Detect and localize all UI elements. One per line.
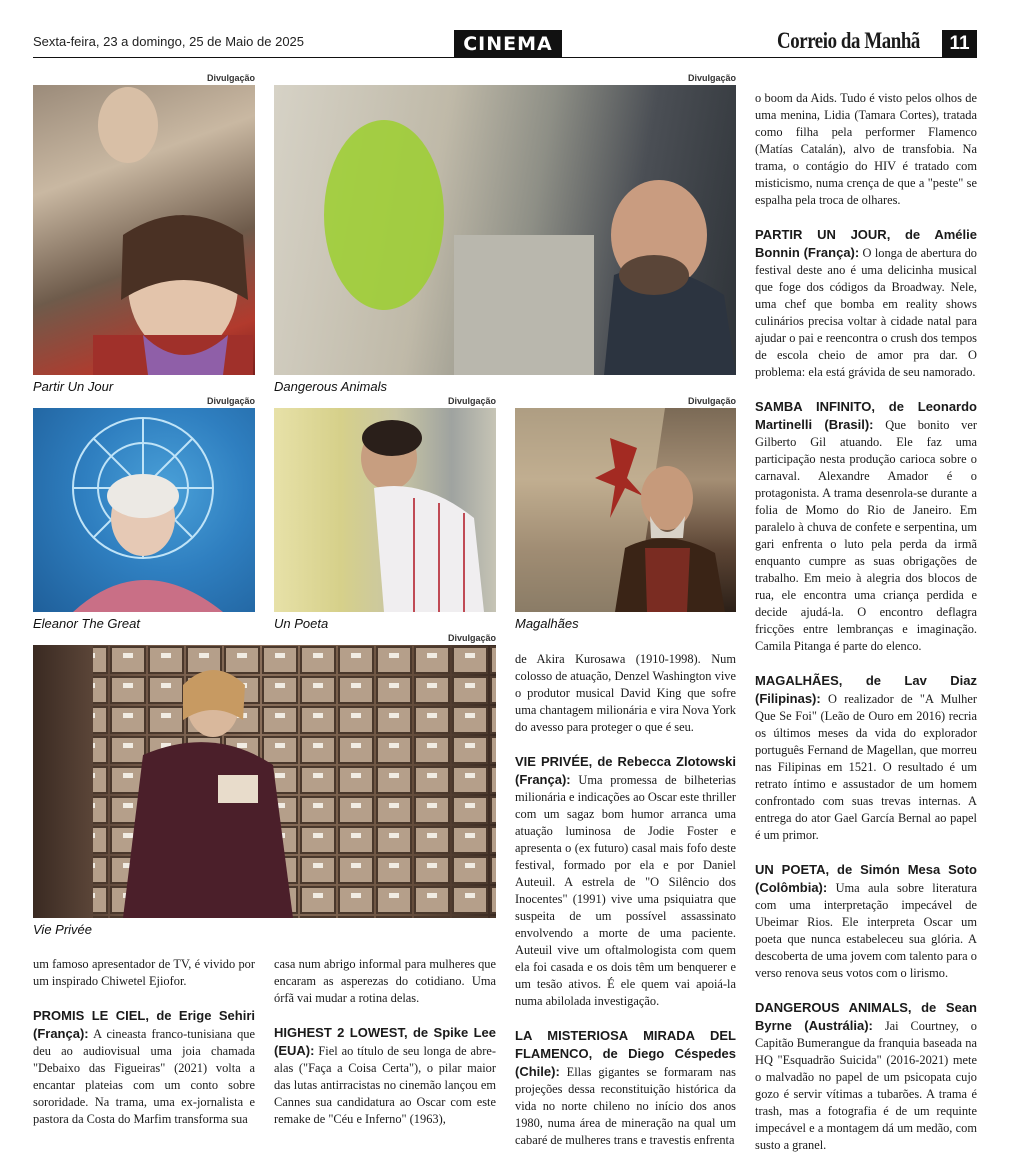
review-body: Uma promessa de bilheterias milionária e indicações ao Oscar este thriller com um sagaz bom humor arranca uma atuação luminosa de Jodie Foster e apresenta o (ex futuro) casal mais fofo deste festival, formado por ela e por Daniel Auteuil. A estrela de "O Silêncio dos Inocentes" (1991) vive uma psiquiatra que suspeita de um possível assassinato envolvendo a morte de uma paciente. Auteuil vive um oftalmologista com quem ela foi casada e os dois têm um benquerer e um tesão ativos. É ele quem vai apoiá-la numa abilolada investigação.: [515, 773, 736, 1008]
review-un-poeta: [755, 861, 977, 982]
review-heading: HIGHEST 2 LOWEST, de Spike Lee (EUA):: [274, 1025, 496, 1058]
article-continuation: casa num abrigo informal para mulheres que encaram as asperezas do cotidiano. Uma órfã vai mudar a rotina delas.: [274, 957, 496, 1005]
review-heading: SAMBA INFINITO, de Leonardo Martinelli (Brasil):: [755, 399, 977, 432]
review-heading: VIE PRIVÉE, de Rebecca Zlotowski (França):: [515, 754, 736, 787]
review-vie-privee: [515, 753, 736, 1010]
photo-credit: Divulgação: [687, 396, 736, 406]
review-heading: UN POETA, de Simón Mesa Soto (Colômbia):: [755, 862, 977, 895]
caption-magalhaes: Magalhães: [515, 616, 579, 631]
review-body: Fiel ao título de seu longa de abre-alas ("Faça a Coisa Certa"), o pilar maior das lutas antirracistas no cinemão lançou em Cannes sua candidatura ao Oscar com este remake de "Céu e Inferno" (1963),: [274, 1044, 496, 1126]
photo-credit: Divulgação: [447, 633, 496, 643]
review-body: A cineasta franco-tunisiana que deu ao audiovisual uma joia chamada "Debaixo das Figueiras" (2021) volta a encantar plateias com um conto sobre sororidade. Na trama, uma ex-jornalista e pastora da Costa do Marfim transforma sua: [33, 1027, 255, 1126]
photo-partir-un-jour: [33, 85, 255, 375]
photo-vie-privee: [33, 645, 496, 918]
column-2: [274, 956, 496, 1145]
caption-vie-privee: Vie Privée: [33, 922, 93, 937]
review-partir-un-jour: [755, 226, 977, 381]
review-magalhaes: [755, 672, 977, 844]
review-body: Jai Courtney, o Capitão Bumerangue da franquia baseada na HQ "Esquadrão Suicida" (2016-2021) mete o malvadão no papel de um psicopata cujo gozo é servir vítimas a tubarões. A trama é trash, mas a fotografia é de um requinte impecável e a montagem dá um medão, com susto a granel.: [755, 1019, 977, 1152]
caption-eleanor-the-great: Eleanor The Great: [33, 616, 140, 631]
section-label: CINEMA: [454, 30, 562, 57]
review-body: Ellas gigantes se formaram nas projeções dessa reconstituição histórica da vida no norte chileno no início dos anos 1980, numa área de mineração na qual um cabaré de mulheres trans e travestis enfrenta: [515, 1065, 736, 1147]
review-heading: DANGEROUS ANIMALS, de Sean Byrne (Austrália):: [755, 1000, 977, 1033]
photo-credit: Divulgação: [447, 396, 496, 406]
photo-un-poeta-art: [274, 408, 496, 612]
review-body: O realizador de "A Mulher Que Se Foi" (Leão de Ouro em 2016) recria os últimos meses da vida do explorador português Fernand de Magellan, que morreu nas Filipinas em 1521. O resultado é um retrato íntimo e assustador de um homem confrontado com suas trevas internas. A entrega do ator Gael García Bernal ao papel é um primor.: [755, 692, 977, 842]
photo-un-poeta: [274, 408, 496, 612]
photo-credit: Divulgação: [206, 73, 255, 83]
review-samba-infinito: [755, 398, 977, 655]
caption-partir-un-jour: Partir Un Jour: [33, 379, 114, 394]
column-3: [515, 651, 736, 1166]
photo-magalhaes-art: [515, 408, 736, 612]
review-promis-le-ciel: [33, 1007, 255, 1128]
review-body: Uma aula sobre literatura com uma interpretação impecável de Ubeimar Rios. Ele interpreta Oscar um poeta que nunca estabeleceu sua glória. A descoberta de uma jovem com talento para o verso renova seus votos com o lirismo.: [755, 881, 977, 980]
review-heading: LA MISTERIOSA MIRADA DEL FLAMENCO, de Diego Céspedes (Chile):: [515, 1028, 736, 1079]
header-rule: [33, 57, 977, 58]
review-la-misteriosa-mirada: [515, 1027, 736, 1149]
photo-dangerous-animals: [274, 85, 736, 375]
article-continuation: de Akira Kurosawa (1910-1998). Num colosso de atuação, Denzel Washington vive o produtor musical David King que sofre uma chantagem milionária e vira Nova York do avesso para proteger o que é seu.: [515, 652, 736, 734]
review-body: O longa de abertura do festival deste ano é uma delicinha musical que foge dos códigos da Broadway. Nele, uma chef que bomba em reality shows culinários precisa voltar à cidade natal para ajudar o pai e reencontra o crush dos tempos de escola cheio de amor pra dar. O problema: ela está grávida de seu namorado.: [755, 246, 977, 379]
caption-un-poeta: Un Poeta: [274, 616, 329, 631]
review-heading: PROMIS LE CIEL, de Erige Sehiri (França):: [33, 1008, 255, 1041]
review-highest-2-lowest: [274, 1024, 496, 1128]
photo-eleanor-the-great: [33, 408, 255, 612]
photo-magalhaes: [515, 408, 736, 612]
masthead-logo: Correio da Manhã: [777, 28, 920, 53]
review-heading: MAGALHÃES, de Lav Diaz (Filipinas):: [755, 673, 977, 706]
column-4: [755, 90, 977, 1171]
review-heading: PARTIR UN JOUR, de Amélie Bonnin (França):: [755, 227, 977, 260]
header-date: Sexta-feira, 23 a domingo, 25 de Maio de 2025: [33, 34, 305, 49]
article-continuation: um famoso apresentador de TV, é vivido por um inspirado Chiwetel Ejiofor.: [33, 957, 255, 988]
photo-vie-privee-art: [33, 645, 496, 918]
photo-eleanor-the-great-art: [33, 408, 255, 612]
photo-credit: Divulgação: [687, 73, 736, 83]
column-1: [33, 956, 255, 1145]
photo-dangerous-animals-art: [274, 85, 736, 375]
photo-partir-un-jour-art: [33, 85, 255, 375]
article-continuation: o boom da Aids. Tudo é visto pelos olhos de uma menina, Lidia (Tamara Cortes), tratada como filha pela performer Flamenco (Matías Catalán), alvo de transfobia. Na trama, o contágio do HIV é tratado com misticismo, numa crença de que a "peste" se espalha pela troca de olhares.: [755, 91, 977, 207]
photo-credit: Divulgação: [206, 396, 255, 406]
caption-dangerous-animals: Dangerous Animals: [274, 379, 387, 394]
review-dangerous-animals: [755, 999, 977, 1154]
review-body: Que bonito ver Gilberto Gil atuando. Ele faz uma participação nesta produção carioca sobre o carnaval. Alexandre Amador é o protagonista. A trama desenrola-se durante a folia de Momo do Rio de Janeiro. Em paralelo à chuva de confete e serpentina, um gari enfrenta o luto pela perda da irmã enquanto cumpre as suas obrigações de trabalho. Em meio à alegria dos blocos de rua, ele encontra uma criança perdida e decide ajudá-la. O encontro deflagra fricções entre lembranças e imaginação. Camila Pitanga é parte do elenco.: [755, 418, 978, 653]
page-number: 11: [942, 30, 977, 57]
